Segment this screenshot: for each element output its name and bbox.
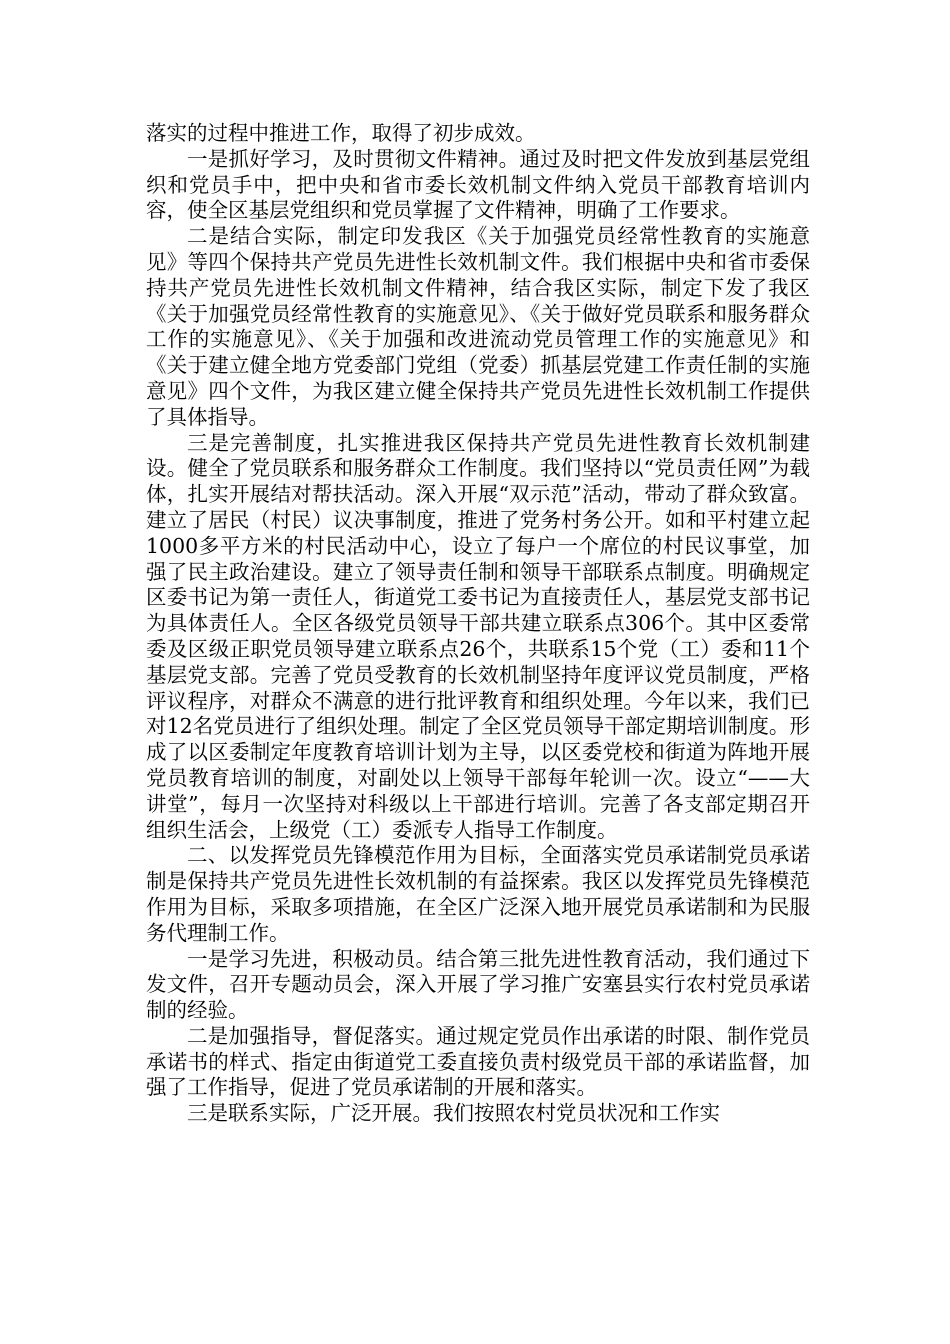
paragraph-connect-reality: 三是联系实际，广泛开展。我们按照农村党员状况和工作实 — [187, 1101, 720, 1126]
paragraph-party-member-pledge: 二、以发挥党员先锋模范作用为目标，全面落实党员承诺制党员承诺制是保持共产党员先进性长效机制的有益探索。我区以发挥党员先锋模范作用为目标，采取多项措施，在全区广泛深入地开展党员承诺制和为民服务代理制工作。 — [146, 843, 810, 945]
paragraph-study-documents: 一是抓好学习，及时贯彻文件精神。通过及时把文件发放到基层党组织和党员手中，把中央和省市委长效机制文件纳入党员干部教育培训内容，使全区基层党组织和党员掌握了文件精神，明确了工作要求。 — [146, 146, 810, 223]
paragraph-continuation: 落实的过程中推进工作，取得了初步成效。 — [146, 121, 536, 145]
document-body — [146, 121, 810, 1127]
paragraph-four-documents: 二是结合实际，制定印发我区《关于加强党员经常性教育的实施意见》等四个保持共产党员先进性长效机制文件。我们根据中央和省市委保持共产党员先进性长效机制文件精神，结合我区实际，制定下发了我区《关于加强党员经常性教育的实施意见》、《关于做好党员联系和服务群众工作的实施意见》、《关于加强和改进流动党员管理工作的实施意见》和《关于建立健全地方党委部门党组（党委）抓基层党建工作责任制的实施意见》四个文件，为我区建立健全保持共产党员先进性长效机制工作提供了具体指导。 — [146, 224, 810, 429]
paragraph-improve-systems: 三是完善制度，扎实推进我区保持共产党员先进性教育长效机制建设。健全了党员联系和服务群众工作制度。我们坚持以“党员责任网”为载体，扎实开展结对帮扶活动。深入开展“双示范”活动，带动了群众致富。建立了居民（村民）议决事制度，推进了党务村务公开。如和平村建立起1000多平方米的村民活动中心，设立了每户一个席位的村民议事堂，加强了民主政治建设。建立了领导责任制和领导干部联系点制度。明确规定区委书记为第一责任人，街道党工委书记为直接责任人，基层党支部书记为具体责任人。全区各级党员领导干部共建立联系点306个。其中区委常委及区级正职党员领导建立联系点26个，共联系15个党（工）委和11个基层党支部。完善了党员受教育的长效机制坚持年度评议党员制度，严格评议程序，对群众不满意的进行批评教育和组织处理。今年以来，我们已对12名党员进行了组织处理。制定了全区党员领导干部定期培训制度。形成了以区委制定年度教育培训计划为主导，以区委党校和街道为阵地开展党员教育培训的制度，对副处以上领导干部每年轮训一次。设立“——大讲堂”，每月一次坚持对科级以上干部进行培训。完善了各支部定期召开组织生活会，上级党（工）委派专人指导工作制度。 — [146, 430, 810, 842]
paragraph-strengthen-guidance: 二是加强指导，督促落实。通过规定党员作出承诺的时限、制作党员承诺书的样式、指定由街道党工委直接负责村级党员干部的承诺监督，加强了工作指导，促进了党员承诺制的开展和落实。 — [146, 1023, 810, 1100]
paragraph-learn-advanced: 一是学习先进，积极动员。结合第三批先进性教育活动，我们通过下发文件，召开专题动员会，深入开展了学习推广安塞县实行农村党员承诺制的经验。 — [146, 946, 810, 1023]
